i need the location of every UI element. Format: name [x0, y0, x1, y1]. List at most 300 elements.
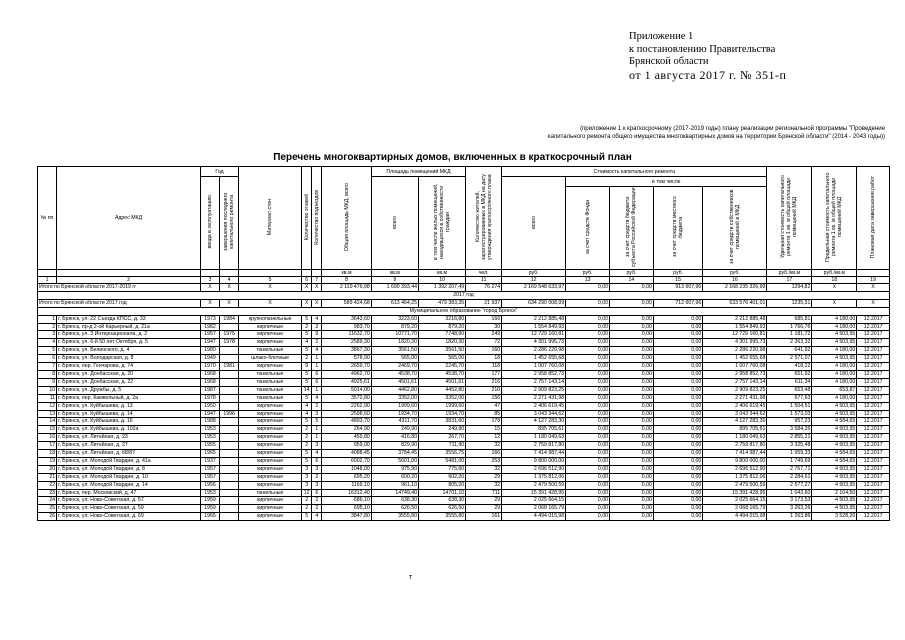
table-cell: 961,10 [371, 481, 418, 489]
header-premises-area: Площадь помещений МКД [371, 167, 465, 177]
appendix-title: Приложение 1 [629, 31, 694, 42]
table-cell: панельные [239, 489, 302, 497]
totals-cell: X [812, 284, 857, 292]
table-cell: 4 503,95 [812, 331, 857, 339]
table-cell: 32 [466, 465, 502, 473]
table-cell: 16 [38, 434, 57, 442]
table-cell: 0,00 [653, 402, 702, 410]
table-cell: 1 [312, 386, 322, 394]
table-cell: 2 759 817,80 [502, 442, 566, 450]
table-cell: г. Брянск, ул. 6-й 50 лет Октября, д. 5 [57, 339, 201, 347]
table-cell: 651,92 [767, 370, 812, 378]
table-cell: 578,90 [322, 355, 371, 363]
column-number-cell: 19 [857, 277, 890, 284]
table-cell: 0,00 [566, 442, 610, 450]
table-cell: 5 [302, 370, 312, 378]
table-cell: 0,00 [653, 386, 702, 394]
header-premises-residential: в том числе жилых помещений, находящихся в собственности граждан [418, 177, 465, 270]
table-cell: 1 452 655,68 [502, 355, 566, 363]
table-cell: кирпичные [239, 363, 302, 371]
header-entrances: Количество подъездов [312, 167, 322, 270]
table-cell: 3784,45 [371, 450, 418, 458]
table-cell: 5014,00 [322, 386, 371, 394]
table-cell: 711,90 [418, 442, 465, 450]
totals-cell: X [302, 299, 312, 307]
table-cell: 7 [38, 363, 57, 371]
table-cell: 12.2017 [857, 457, 890, 465]
table-cell: 4 [302, 339, 312, 347]
table-cell: 2 [312, 497, 322, 505]
totals-cell: 2 110 476,98 [322, 284, 371, 292]
table-cell: 156 [466, 394, 502, 402]
table-cell: г. Брянск, пр-д 2-ой Карьерный, д. 21а [57, 323, 201, 331]
table-cell: 2262,90 [322, 402, 371, 410]
table-cell: 5 [302, 450, 312, 458]
totals-cell: X [200, 299, 219, 307]
totals-cell: X [239, 299, 302, 307]
table-cell: 0,00 [566, 378, 610, 386]
table-cell: 12.2017 [857, 434, 890, 442]
table-cell: 879,20 [418, 323, 465, 331]
table-cell: 1953 [200, 426, 219, 434]
table-row [38, 426, 890, 434]
table-cell: 0,00 [610, 378, 654, 386]
table-cell: 0,00 [610, 505, 654, 513]
table-cell [220, 323, 239, 331]
table-cell: 2 479 500,59 [703, 481, 767, 489]
table-cell: панельные [239, 378, 302, 386]
table-cell: 32 [466, 442, 502, 450]
totals-cell: 21 937 [466, 299, 502, 307]
program-note-line2: капитального ремонта общего имущества многоквартирных домов на территории Брянской области" (2014 - 2043 годы)) [547, 134, 885, 140]
table-cell: 9 [302, 363, 312, 371]
table-cell: 3831,60 [418, 418, 465, 426]
column-number-cell: 1 [38, 277, 57, 284]
table-cell: 1996 [220, 410, 239, 418]
table-cell: 2 068 165,79 [703, 505, 767, 513]
table-cell: кирпичные [239, 426, 302, 434]
table-cell [220, 426, 239, 434]
table-cell: 4 503,95 [812, 505, 857, 513]
table-cell: 2 068 165,79 [502, 505, 566, 513]
table-cell: 12.2017 [857, 465, 890, 473]
table-cell: г. Брянск, ул. Донбасская, д. 20 [57, 370, 201, 378]
header-wall-material: Материал стен [239, 167, 302, 270]
table-row [38, 442, 890, 450]
table-cell: 5 [312, 418, 322, 426]
table-cell: 4 584,65 [812, 418, 857, 426]
table-cell: 0,00 [653, 489, 702, 497]
table-cell: 0,00 [610, 465, 654, 473]
table-cell: 160 [466, 347, 502, 355]
table-cell: кирпичные [239, 473, 302, 481]
table-cell: 957,23 [767, 418, 812, 426]
table-cell: 7748,90 [418, 331, 465, 339]
unit-cell: кв.м [418, 270, 465, 277]
table-cell: 0,00 [566, 434, 610, 442]
table-cell: 975,90 [371, 465, 418, 473]
unit-cell [220, 270, 239, 277]
totals-cell: 633 576 401,01 [703, 299, 767, 307]
table-cell: 416,80 [371, 434, 418, 442]
table-cell: 2 909 823,25 [502, 386, 566, 394]
table-cell: 1 554 849,93 [502, 323, 566, 331]
table-cell: 1 180 049,63 [502, 434, 566, 442]
table-cell: 602,20 [418, 473, 465, 481]
totals-cell: 0,00 [610, 284, 654, 292]
totals-cell: X [312, 299, 322, 307]
totals-cell: 712 607,96 [653, 299, 702, 307]
table-cell: 12.2017 [857, 315, 890, 323]
column-number-cell: 12 [502, 277, 566, 284]
totals-2017-2019-row [38, 284, 890, 292]
table-cell: 4452,80 [418, 386, 465, 394]
table-cell: 12.2017 [857, 378, 890, 386]
table-cell: г. Брянск, ул. Литейная, д. 68/87 [57, 450, 201, 458]
table-cell: 30 [466, 323, 502, 331]
table-row [38, 457, 890, 465]
table-cell: 118 [466, 363, 502, 371]
table-cell: 32 [466, 481, 502, 489]
table-cell: г. Брянск, ул. Куйбышева, д. 102а [57, 426, 201, 434]
table-cell: 5 [302, 457, 312, 465]
table-cell: 0,00 [566, 418, 610, 426]
table-cell: 1984 [220, 315, 239, 323]
table-cell: 1 [312, 434, 322, 442]
table-cell: 1 504,51 [767, 402, 812, 410]
header-num: № пп [38, 167, 57, 270]
unit-cell [857, 270, 890, 277]
table-cell: 1 [312, 363, 322, 371]
table-cell: 1957 [200, 473, 219, 481]
table-cell: 1957 [200, 465, 219, 473]
table-row [38, 489, 890, 497]
table-cell: 4501,61 [418, 378, 465, 386]
table-cell: 1999,60 [418, 402, 465, 410]
table-cell: 3 [312, 465, 322, 473]
table-cell: г. Брянск, ул. Ново-Советская, д. 59 [57, 505, 201, 513]
table-cell: 16312,40 [322, 489, 371, 497]
totals-cell: X [857, 299, 890, 307]
table-cell: 1 375 812,06 [502, 473, 566, 481]
table-cell: 25 [38, 505, 57, 513]
table-cell: 4 180,00 [812, 378, 857, 386]
table-cell: 2 363,32 [767, 339, 812, 347]
table-cell: 9 800 000,00 [502, 457, 566, 465]
table-cell: 3 325,48 [767, 442, 812, 450]
table-cell: 6 [312, 378, 322, 386]
totals-cell: X [312, 284, 322, 292]
table-cell: 0,00 [566, 473, 610, 481]
table-row [38, 505, 890, 513]
table-cell: 895 705,61 [703, 426, 767, 434]
table-cell: 3 [312, 410, 322, 418]
totals-cell: X [812, 299, 857, 307]
table-cell: 0,00 [610, 386, 654, 394]
table-cell: 18 [38, 450, 57, 458]
table-cell [220, 402, 239, 410]
table-cell: 4501,61 [371, 378, 418, 386]
table-row [38, 378, 890, 386]
unit-cell [239, 270, 302, 277]
table-cell: 4538,70 [418, 370, 465, 378]
table-body [38, 284, 890, 521]
table-cell: кирпичные [239, 450, 302, 458]
totals-cell: X [220, 284, 239, 292]
table-cell: 3352,00 [418, 394, 465, 402]
page-mark: т [409, 574, 413, 581]
table-cell: 2 271 431,98 [703, 394, 767, 402]
table-cell: 653,48 [767, 386, 812, 394]
table-cell [220, 355, 239, 363]
table-cell: кирпичные [239, 434, 302, 442]
table-cell: г. Брянск, ул. Литейная, д. 27 [57, 442, 201, 450]
table-cell: 0,00 [653, 442, 702, 450]
totals-cell: 2 169 548 633,97 [502, 284, 566, 292]
table-cell: 0,00 [610, 363, 654, 371]
table-cell: кирпичные [239, 513, 302, 521]
table-cell: 0,00 [566, 426, 610, 434]
column-number-cell: 14 [610, 277, 654, 284]
table-cell [220, 473, 239, 481]
table-cell: панельные [239, 394, 302, 402]
table-cell [220, 434, 239, 442]
table-cell: 1947 [200, 339, 219, 347]
table-cell: кирпичные [239, 410, 302, 418]
table-cell: 0,00 [610, 355, 654, 363]
table-cell: 0,00 [653, 513, 702, 521]
table-cell: 895 705,61 [502, 426, 566, 434]
table-cell: крупнопанельные [239, 315, 302, 323]
table-cell: 1934,70 [418, 410, 465, 418]
table-cell: 2 [302, 426, 312, 434]
table-cell: 1968 [200, 378, 219, 386]
table-cell: 7 414 987,44 [502, 450, 566, 458]
header-cost-total: всего [502, 177, 566, 270]
table-row [38, 497, 890, 505]
table-cell: 3 [312, 442, 322, 450]
table-cell: 15 [466, 426, 502, 434]
table-cell: 2 271 431,98 [502, 394, 566, 402]
table-cell: 4 180,00 [812, 347, 857, 355]
totals-cell: 613 464,25 [371, 299, 418, 307]
table-row [38, 339, 890, 347]
column-numbers-row [38, 277, 890, 284]
unit-cell: руб. [703, 270, 767, 277]
table-cell: шлако-блочные [239, 355, 302, 363]
table-cell: 216 [466, 378, 502, 386]
table-cell: 2 759 817,80 [703, 442, 767, 450]
table-cell: 166 [466, 315, 502, 323]
table-cell: 2 104,50 [812, 489, 857, 497]
table-cell: г. Брянск, ул. Молодой Гвардии, д. 10 [57, 473, 201, 481]
table-cell: 17 [38, 442, 57, 450]
table-cell: 0,00 [653, 323, 702, 331]
table-cell: 1169,10 [322, 481, 371, 489]
table-cell: 677,63 [767, 394, 812, 402]
table-cell: 1965 [200, 450, 219, 458]
table-cell: 4 [312, 347, 322, 355]
table-cell: 249,90 [371, 426, 418, 434]
unit-cell: руб. [653, 270, 702, 277]
table-cell: 3216,80 [418, 315, 465, 323]
table-cell [220, 465, 239, 473]
table-cell: 12.2017 [857, 363, 890, 371]
table-cell: 3 263,26 [767, 505, 812, 513]
table-cell: 1975 [220, 331, 239, 339]
totals-cell: 479 383,35 [418, 299, 465, 307]
table-cell: г. Брянск, ул. Ново-Советская, д. 57 [57, 497, 201, 505]
table-cell: 12 [302, 489, 312, 497]
table-cell: 711 [466, 489, 502, 497]
table-cell: 1987 [200, 386, 219, 394]
table-cell [220, 450, 239, 458]
table-cell: 1959 [200, 497, 219, 505]
table-cell: 2 909 823,25 [703, 386, 767, 394]
table-cell: 4 301 995,73 [703, 339, 767, 347]
table-cell: г. Брянск, ул. Белинского, д. 4 [57, 347, 201, 355]
table-cell: 0,00 [653, 363, 702, 371]
table-cell: 5 [302, 331, 312, 339]
table-cell: 4 301 995,73 [502, 339, 566, 347]
totals-cell: 589 424,68 [322, 299, 371, 307]
table-cell: 12.2017 [857, 442, 890, 450]
table-cell: 1 007 760,08 [703, 363, 767, 371]
appendix-line-decree-ref: к постановлению Правительства [629, 43, 776, 55]
table-cell [220, 505, 239, 513]
unit-cell: руб. [566, 270, 610, 277]
table-cell: 4 584,65 [812, 457, 857, 465]
table-cell: 0,00 [566, 457, 610, 465]
table-cell: 2 [38, 323, 57, 331]
table-cell: 3 [38, 331, 57, 339]
table-cell: 1953 [200, 489, 219, 497]
table-cell: 5 [38, 347, 57, 355]
appendix-decree-date: от 1 августа 2017 г. № 351-п [629, 67, 787, 82]
column-number-cell: 6 [302, 277, 312, 284]
table-cell: 2 [312, 323, 322, 331]
table-cell: 11632,70 [322, 331, 371, 339]
totals-cell: X [220, 299, 239, 307]
table-cell: 1 749,69 [767, 457, 812, 465]
table-cell: 0,00 [653, 426, 702, 434]
table-cell: 2 212 885,48 [502, 315, 566, 323]
totals-2017-row [38, 299, 890, 307]
table-cell: 2 [302, 442, 312, 450]
table-cell [220, 497, 239, 505]
table-row [38, 402, 890, 410]
table-cell: 6 [312, 370, 322, 378]
table-cell: 0,00 [653, 355, 702, 363]
table-cell: 0,00 [566, 450, 610, 458]
header-address: Адрес МКД [57, 167, 201, 270]
column-number-cell: 15 [653, 277, 702, 284]
table-cell: 0,00 [566, 497, 610, 505]
table-cell: г. Брянск, ул. Литейная, д. 23 [57, 434, 201, 442]
table-cell: 3643,60 [322, 315, 371, 323]
table-cell: 24 [38, 497, 57, 505]
table-cell: панельные [239, 370, 302, 378]
table-cell: 267,70 [418, 434, 465, 442]
table-row [38, 370, 890, 378]
table-cell: 6 [312, 489, 322, 497]
table-cell: 1959 [200, 505, 219, 513]
table-cell: 3 043 344,62 [703, 410, 767, 418]
table-cell: 0,00 [610, 394, 654, 402]
table-row [38, 465, 890, 473]
table-cell: 959,00 [322, 442, 371, 450]
table-cell: 0,00 [653, 505, 702, 513]
table-cell: 2469,70 [371, 363, 418, 371]
table-cell: 1957 [200, 331, 219, 339]
table-cell: 1 181,72 [767, 331, 812, 339]
table-cell: 14 [38, 418, 57, 426]
table-cell: 2 [312, 402, 322, 410]
table-cell: 641,92 [767, 347, 812, 355]
table-cell: 12 [38, 402, 57, 410]
table-cell: 177 [466, 370, 502, 378]
column-number-cell: 9 [371, 277, 418, 284]
table-cell: 1 [38, 315, 57, 323]
table-cell: 0,00 [566, 481, 610, 489]
table-cell: 0,00 [653, 394, 702, 402]
unit-cell [38, 270, 57, 277]
table-cell: 4 [312, 450, 322, 458]
table-cell: 0,00 [566, 410, 610, 418]
table-cell: 29 [466, 497, 502, 505]
table-cell: 12.2017 [857, 331, 890, 339]
table-row [38, 450, 890, 458]
header-cost-fund: за счет средств Фонда [566, 187, 610, 270]
table-cell: 4 127 283,30 [502, 418, 566, 426]
table-cell: 4 503,95 [812, 434, 857, 442]
table-cell: 1955 [200, 442, 219, 450]
column-number-cell: 5 [239, 277, 302, 284]
table-cell: 1 [312, 355, 322, 363]
table-cell: 5 [302, 378, 312, 386]
table-cell: 6 [38, 355, 57, 363]
table-cell: 15 391 428,95 [703, 489, 767, 497]
table-cell: 4 503,95 [812, 473, 857, 481]
table-row [38, 323, 890, 331]
table-cell: 12.2017 [857, 418, 890, 426]
table-cell: 9 800 000,00 [703, 457, 767, 465]
table-cell: 686,10 [322, 497, 371, 505]
table-cell: 12.2017 [857, 489, 890, 497]
totals-cell: X [302, 284, 312, 292]
table-row [38, 394, 890, 402]
table-cell: 0,00 [653, 331, 702, 339]
table-cell: 2 479 500,59 [502, 481, 566, 489]
table-cell: г. Брянск, ул. Володарская, д. 8 [57, 355, 201, 363]
table-cell: 2 [302, 434, 312, 442]
table-cell: 0,00 [610, 426, 654, 434]
table-cell: 0,00 [566, 386, 610, 394]
column-number-cell: 10 [418, 277, 465, 284]
table-cell: 0,00 [566, 323, 610, 331]
header-year-built: ввода в эксплуатацию [200, 177, 219, 270]
table-cell: 1981 [220, 363, 239, 371]
unit-cell: руб./кв.м [812, 270, 857, 277]
table-cell: г. Брянск, пер. Гончарова, д. 74 [57, 363, 201, 371]
table-cell: 5601,00 [371, 457, 418, 465]
table-cell: 2 767,71 [767, 465, 812, 473]
table-cell: 1988 [200, 418, 219, 426]
table-row [38, 363, 890, 371]
table-cell: 4 503,95 [812, 410, 857, 418]
table-cell: г. Брянск, ул. 22 Съезда КПСС, д. 33 [57, 315, 201, 323]
table-cell: 4 180,00 [812, 394, 857, 402]
